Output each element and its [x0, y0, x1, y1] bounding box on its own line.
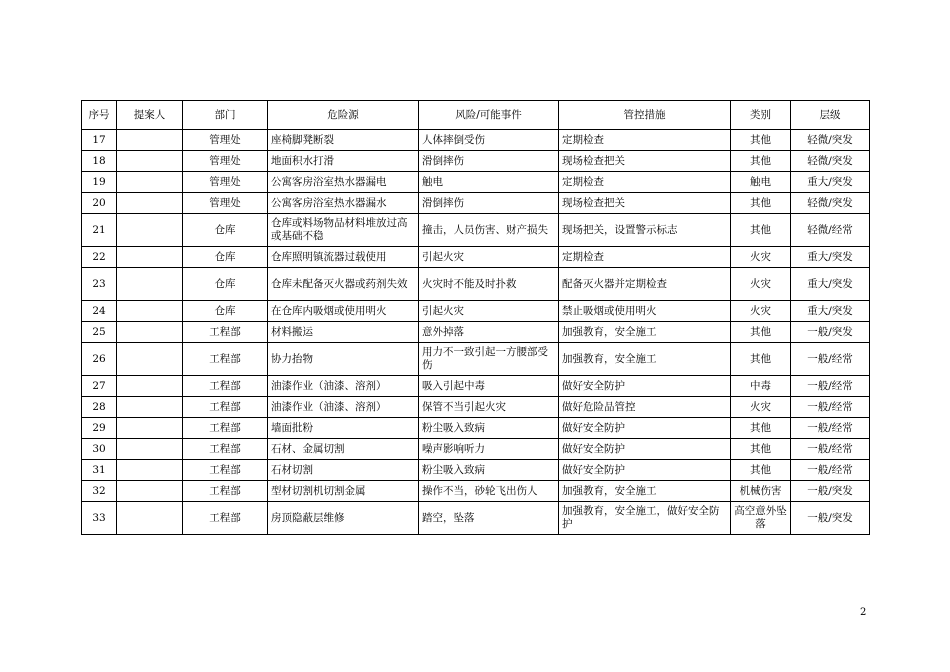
cell-hazard: 仓库照明镇流器过载使用: [268, 247, 419, 268]
cell-hazard: 型材切割机切割金属: [268, 481, 419, 502]
cell-proposer: [117, 247, 183, 268]
cell-level: 重大/突发: [791, 301, 870, 322]
cell-control: 现场检查把关: [559, 193, 731, 214]
cell-dept: 工程部: [183, 343, 268, 376]
cell-category: 其他: [731, 322, 791, 343]
cell-no: 27: [82, 376, 117, 397]
cell-level: 一般/经常: [791, 460, 870, 481]
cell-hazard: 油漆作业（油漆、溶剂）: [268, 397, 419, 418]
header-category: 类别: [731, 101, 791, 130]
cell-hazard: 石材切割: [268, 460, 419, 481]
cell-level: 一般/经常: [791, 343, 870, 376]
page-number: 2: [860, 607, 867, 618]
cell-dept: 管理处: [183, 151, 268, 172]
cell-risk: 踏空，坠落: [419, 502, 559, 535]
cell-risk: 引起火灾: [419, 301, 559, 322]
cell-dept: 工程部: [183, 376, 268, 397]
cell-level: 重大/突发: [791, 268, 870, 301]
cell-hazard: 地面积水打滑: [268, 151, 419, 172]
cell-dept: 管理处: [183, 193, 268, 214]
cell-proposer: [117, 418, 183, 439]
cell-dept: 工程部: [183, 439, 268, 460]
cell-dept: 仓库: [183, 301, 268, 322]
cell-level: 一般/经常: [791, 397, 870, 418]
cell-hazard: 公寓客房浴室热水器漏电: [268, 172, 419, 193]
cell-level: 一般/突发: [791, 322, 870, 343]
cell-dept: 工程部: [183, 460, 268, 481]
cell-no: 32: [82, 481, 117, 502]
cell-proposer: [117, 439, 183, 460]
cell-risk: 噪声影响听力: [419, 439, 559, 460]
cell-category: 火灾: [731, 247, 791, 268]
table-row: [82, 214, 870, 247]
cell-hazard: 协力抬物: [268, 343, 419, 376]
cell-category: 火灾: [731, 268, 791, 301]
cell-hazard: 材料搬运: [268, 322, 419, 343]
header-proposer: 提案人: [117, 101, 183, 130]
cell-dept: 工程部: [183, 418, 268, 439]
table-row: [82, 322, 870, 343]
cell-control: 做好安全防护: [559, 439, 731, 460]
table-row: [82, 301, 870, 322]
cell-risk: 粉尘吸入致病: [419, 418, 559, 439]
cell-no: 26: [82, 343, 117, 376]
cell-no: 31: [82, 460, 117, 481]
cell-control: 配备灭火器并定期检查: [559, 268, 731, 301]
cell-no: 17: [82, 130, 117, 151]
cell-risk: 引起火灾: [419, 247, 559, 268]
cell-risk: 人体摔倒受伤: [419, 130, 559, 151]
table-row: [82, 481, 870, 502]
cell-no: 29: [82, 418, 117, 439]
cell-level: 一般/经常: [791, 439, 870, 460]
cell-level: 一般/突发: [791, 502, 870, 535]
cell-risk: 滑倒摔伤: [419, 151, 559, 172]
cell-category: 触电: [731, 172, 791, 193]
cell-category: 其他: [731, 130, 791, 151]
header-risk: 风险/可能事件: [419, 101, 559, 130]
cell-no: 28: [82, 397, 117, 418]
cell-dept: 仓库: [183, 214, 268, 247]
cell-level: 重大/突发: [791, 172, 870, 193]
cell-hazard: 公寓客房浴室热水器漏水: [268, 193, 419, 214]
cell-control: 做好危险品管控: [559, 397, 731, 418]
risk-table: [81, 100, 870, 535]
cell-dept: 管理处: [183, 130, 268, 151]
cell-control: 定期检查: [559, 130, 731, 151]
cell-proposer: [117, 130, 183, 151]
cell-hazard: 房顶隐蔽层维修: [268, 502, 419, 535]
cell-proposer: [117, 481, 183, 502]
cell-hazard: 仓库未配备灭火器或药剂失效: [268, 268, 419, 301]
cell-dept: 工程部: [183, 502, 268, 535]
cell-category: 其他: [731, 193, 791, 214]
table-row: [82, 397, 870, 418]
cell-control: 定期检查: [559, 247, 731, 268]
cell-category: 其他: [731, 343, 791, 376]
cell-category: 火灾: [731, 397, 791, 418]
cell-hazard: 座椅脚凳断裂: [268, 130, 419, 151]
cell-control: 现场把关，设置警示标志: [559, 214, 731, 247]
cell-no: 21: [82, 214, 117, 247]
cell-hazard: 仓库或料场物品材料堆放过高或基础不稳: [268, 214, 419, 247]
cell-no: 22: [82, 247, 117, 268]
table-row: [82, 172, 870, 193]
cell-proposer: [117, 322, 183, 343]
cell-hazard: 油漆作业（油漆、溶剂）: [268, 376, 419, 397]
cell-control: 加强教育，安全施工，做好安全防护: [559, 502, 731, 535]
cell-category: 其他: [731, 214, 791, 247]
header-level: 层级: [791, 101, 870, 130]
cell-risk: 火灾时不能及时扑救: [419, 268, 559, 301]
cell-proposer: [117, 502, 183, 535]
cell-control: 加强教育，安全施工: [559, 343, 731, 376]
cell-category: 其他: [731, 151, 791, 172]
cell-proposer: [117, 343, 183, 376]
cell-hazard: 墙面批粉: [268, 418, 419, 439]
cell-proposer: [117, 268, 183, 301]
cell-no: 33: [82, 502, 117, 535]
cell-proposer: [117, 376, 183, 397]
cell-level: 轻微/突发: [791, 193, 870, 214]
cell-no: 19: [82, 172, 117, 193]
cell-level: 一般/突发: [791, 481, 870, 502]
cell-risk: 保管不当引起火灾: [419, 397, 559, 418]
cell-proposer: [117, 214, 183, 247]
cell-control: 做好安全防护: [559, 418, 731, 439]
cell-dept: 管理处: [183, 172, 268, 193]
cell-proposer: [117, 151, 183, 172]
cell-dept: 仓库: [183, 247, 268, 268]
cell-hazard: 在仓库内吸烟或使用明火: [268, 301, 419, 322]
cell-control: 加强教育，安全施工: [559, 322, 731, 343]
cell-proposer: [117, 397, 183, 418]
cell-level: 轻微/突发: [791, 130, 870, 151]
header-dept: 部门: [183, 101, 268, 130]
cell-category: 其他: [731, 439, 791, 460]
cell-category: 高空意外坠落: [731, 502, 791, 535]
table-row: [82, 193, 870, 214]
cell-level: 一般/经常: [791, 418, 870, 439]
table-row: [82, 439, 870, 460]
cell-risk: 意外掉落: [419, 322, 559, 343]
table-row: [82, 376, 870, 397]
cell-category: 中毒: [731, 376, 791, 397]
cell-category: 火灾: [731, 301, 791, 322]
cell-no: 20: [82, 193, 117, 214]
table-row: [82, 460, 870, 481]
cell-proposer: [117, 193, 183, 214]
cell-hazard: 石材、金属切割: [268, 439, 419, 460]
cell-control: 现场检查把关: [559, 151, 731, 172]
cell-control: 定期检查: [559, 172, 731, 193]
cell-category: 其他: [731, 418, 791, 439]
cell-control: 做好安全防护: [559, 376, 731, 397]
table-row: [82, 343, 870, 376]
cell-proposer: [117, 172, 183, 193]
cell-category: 机械伤害: [731, 481, 791, 502]
cell-risk: 撞击，人员伤害、财产损失: [419, 214, 559, 247]
cell-dept: 仓库: [183, 268, 268, 301]
cell-dept: 工程部: [183, 322, 268, 343]
cell-level: 重大/突发: [791, 247, 870, 268]
cell-level: 一般/经常: [791, 376, 870, 397]
cell-proposer: [117, 460, 183, 481]
header-control: 管控措施: [559, 101, 731, 130]
table-row: [82, 418, 870, 439]
cell-risk: 粉尘吸入致病: [419, 460, 559, 481]
table-row: [82, 151, 870, 172]
cell-no: 30: [82, 439, 117, 460]
cell-risk: 操作不当，砂轮飞出伤人: [419, 481, 559, 502]
header-hazard: 危险源: [268, 101, 419, 130]
cell-risk: 吸入引起中毒: [419, 376, 559, 397]
cell-level: 轻微/突发: [791, 151, 870, 172]
cell-no: 25: [82, 322, 117, 343]
table-row: [82, 502, 870, 535]
header-no: 序号: [82, 101, 117, 130]
cell-category: 其他: [731, 460, 791, 481]
cell-no: 24: [82, 301, 117, 322]
cell-no: 23: [82, 268, 117, 301]
table-row: [82, 247, 870, 268]
cell-risk: 触电: [419, 172, 559, 193]
cell-risk: 用力不一致引起一方腰部受伤: [419, 343, 559, 376]
table-row: [82, 130, 870, 151]
cell-risk: 滑倒摔伤: [419, 193, 559, 214]
cell-no: 18: [82, 151, 117, 172]
table-row: [82, 268, 870, 301]
cell-level: 轻微/经常: [791, 214, 870, 247]
cell-control: 禁止吸烟或使用明火: [559, 301, 731, 322]
cell-dept: 工程部: [183, 397, 268, 418]
cell-proposer: [117, 301, 183, 322]
cell-dept: 工程部: [183, 481, 268, 502]
table-header-row: [82, 101, 870, 130]
cell-control: 做好安全防护: [559, 460, 731, 481]
cell-control: 加强教育，安全施工: [559, 481, 731, 502]
